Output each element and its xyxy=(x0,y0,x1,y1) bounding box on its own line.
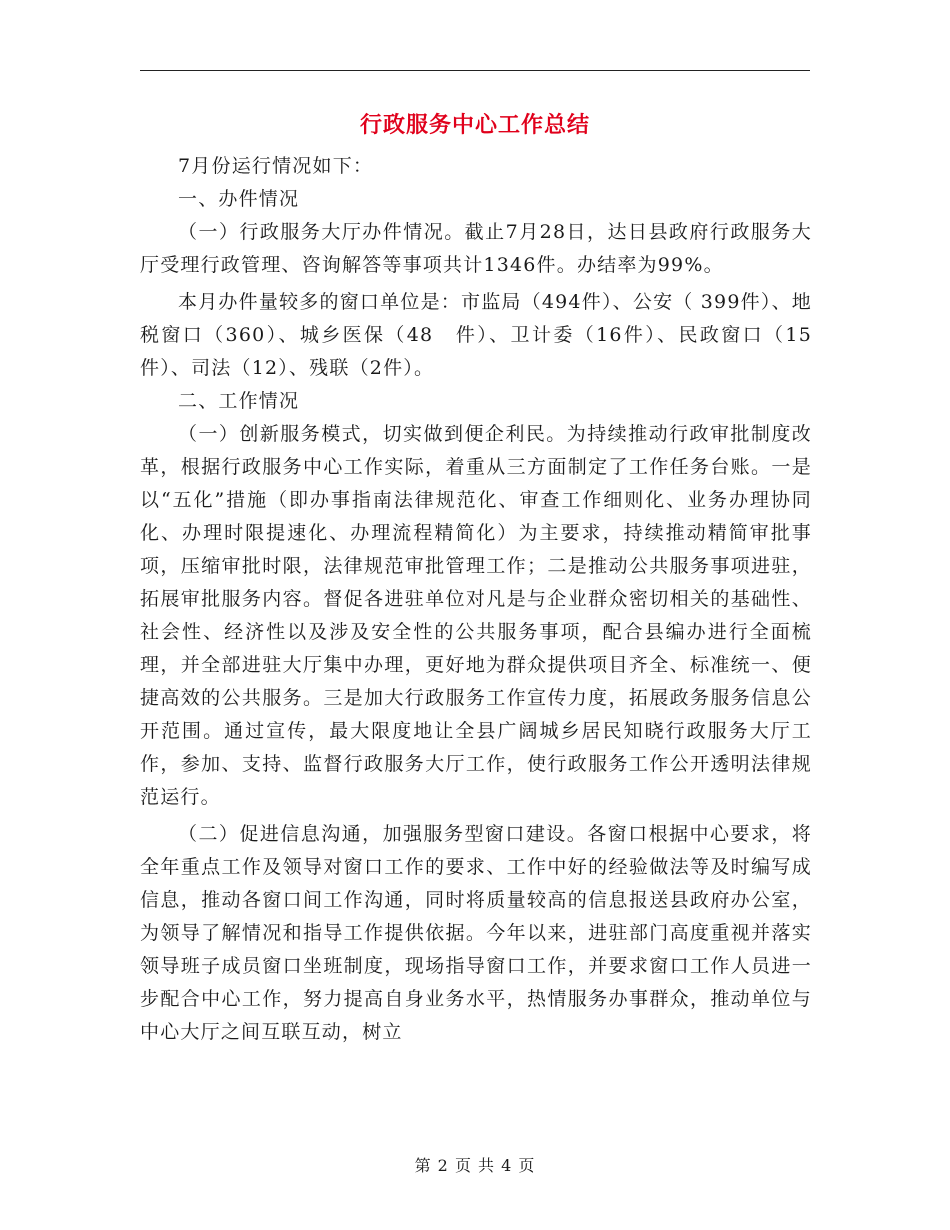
paragraph-intro: 7月份运行情况如下： xyxy=(178,155,374,177)
section-heading-2: 二、工作情况 xyxy=(178,390,300,412)
paragraph-case-handling: （一）行政服务大厅办件情况。截止7月28日，达日县政府行政服务大厅受理行政管理、咨询解答等事项共计1346件。办结率为99%。 xyxy=(140,221,812,276)
document-title: 行政服务中心工作总结 xyxy=(359,112,590,138)
header-rule xyxy=(140,70,810,71)
paragraph-communication: （二）促进信息沟通，加强服务型窗口建设。各窗口根据中心要求，将全年重点工作及领导对窗口工作的要求、工作中好的经验做法等及时编写成信息，推动各窗口间工作沟通，同时将质量较高的信息报送县政府办公室，为领导了解情况和指导工作提供依据。今年以来，进驻部门高度重视并落实领导班子成员窗口坐班制度，现场指导窗口工作，并要求窗口工作人员进一步配合中心工作，努力提高自身业务水平，热情服务办事群众，推动单位与中心大厅之间互联互动，树立 xyxy=(140,823,812,1043)
document-body xyxy=(140,150,812,1049)
paragraph-window-units: 本月办件量较多的窗口单位是：市监局（494件）、公安（ 399件）、地税窗口（360）、城乡医保（48 件）、卫计委（16件）、民政窗口（15件）、司法（12）、残联（2件）。 xyxy=(140,291,812,379)
section-heading-1: 一、办件情况 xyxy=(178,188,300,210)
paragraph-innovation: （一）创新服务模式，切实做到便企利民。为持续推动行政审批制度改革，根据行政服务中心工作实际，着重从三方面制定了工作任务台账。一是以“五化”措施（即办事指南法律规范化、审查工作细则化、业务办理协同化、办理时限提速化、办理流程精简化）为主要求，持续推动精简审批事项，压缩审批时限，法律规范审批管理工作；二是推动公共服务事项进驻，拓展审批服务内容。督促各进驻单位对凡是与企业群众密切相关的基础性、社会性、经济性以及涉及安全性的公共服务事项，配合县编办进行全面梳理，并全部进驻大厅集中办理，更好地为群众提供项目齐全、标准统一、便捷高效的公共服务。三是加大行政服务工作宣传力度，拓展政务服务信息公开范围。通过宣传，最大限度地让全县广阔城乡居民知晓行政服务大厅工作，参加、支持、监督行政服务大厅工作，使行政服务工作公开透明法律规范运行。 xyxy=(140,423,812,808)
page-number: 第 2 页 共 4 页 xyxy=(414,1156,536,1175)
